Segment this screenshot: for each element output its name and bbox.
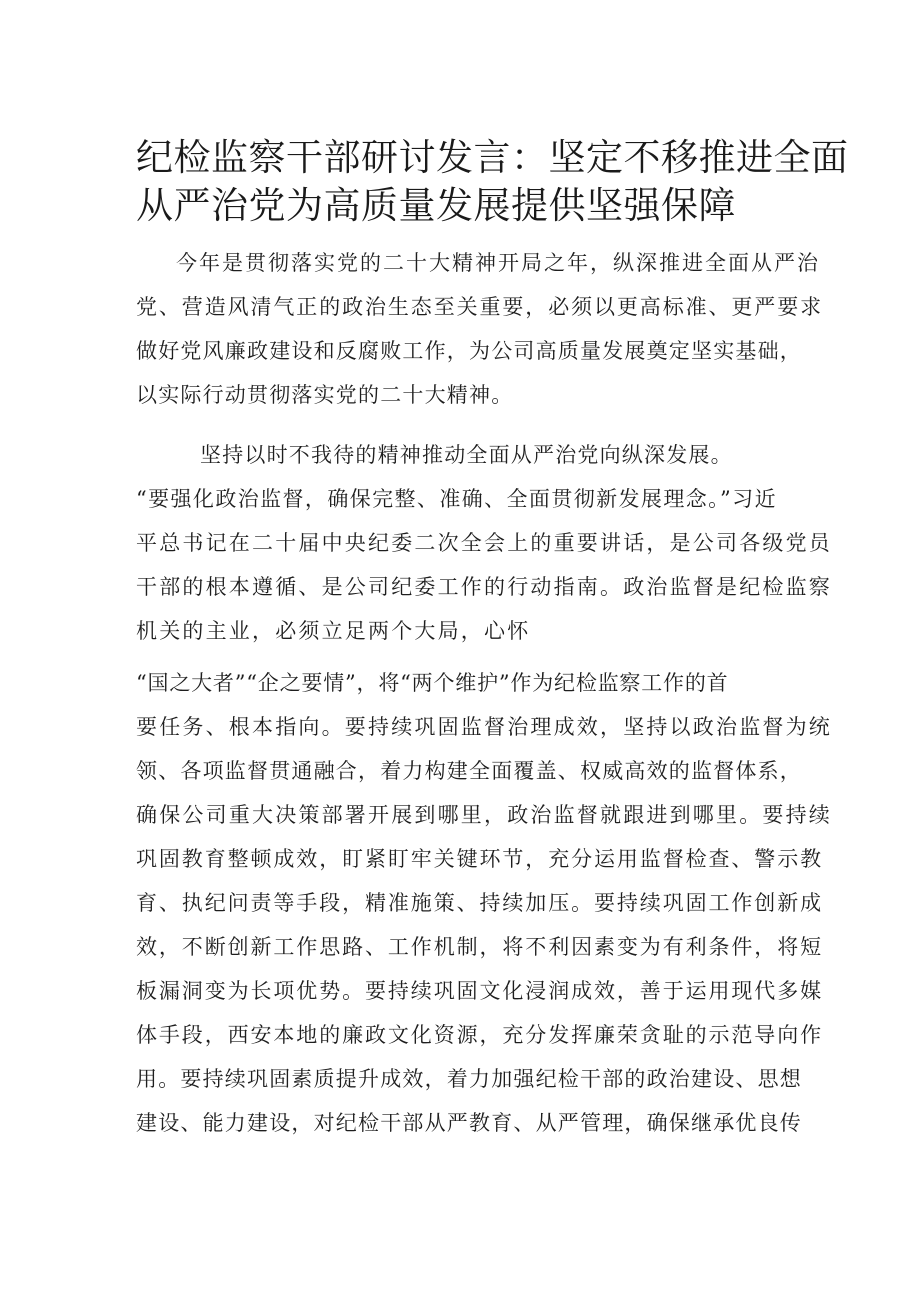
body-line: 用。要持续巩固素质提升成效，着力加强纪检干部的政治建设、思想 — [136, 1067, 802, 1091]
body-line: 平总书记在二十届中央纪委二次全会上的重要讲话，是公司各级党员 — [136, 531, 832, 555]
body-line: 党、营造风清气正的政治生态至关重要，必须以更高标准、更严要求 — [136, 295, 823, 319]
body-line: “国之大者”“企之要情”，将“两个维护”作为纪检监察工作的首 — [136, 671, 729, 695]
body-line: 做好党风廉政建设和反腐败工作，为公司高质量发展奠定坚实基础， — [136, 339, 802, 363]
body-line: 要任务、根本指向。要持续巩固监督治理成效，坚持以政治监督为统 — [136, 715, 832, 739]
body-line: 板漏洞变为长项优势。要持续巩固文化浸润成效，善于运用现代多媒 — [136, 979, 823, 1003]
body-line: 巩固教育整顿成效，盯紧盯牢关键环节，充分运用监督检查、警示教 — [136, 847, 823, 871]
body-line: 机关的主业，必须立足两个大局，心怀 — [136, 619, 531, 643]
body-line: 领、各项监督贯通融合，着力构建全面覆盖、权威高效的监督体系， — [136, 759, 802, 783]
document-title-line-2: 从严治党为高质量发展提供坚强保障 — [136, 184, 736, 227]
body-line: 今年是贯彻落实党的二十大精神开局之年，纵深推进全面从严治 — [176, 251, 820, 275]
body-line: “要强化政治监督，确保完整、准确、全面贯彻新发展理念。”习近 — [136, 487, 777, 511]
body-line: 干部的根本遵循、是公司纪委工作的行动指南。政治监督是纪检监察 — [136, 575, 832, 599]
section-heading: 坚持以时不我待的精神推动全面从严治党向纵深发展。 — [200, 443, 733, 467]
body-line: 以实际行动贯彻落实党的二十大精神。 — [136, 383, 514, 407]
document-title-line-1: 纪检监察干部研讨发言：坚定不移推进全面 — [136, 136, 849, 179]
body-line: 确保公司重大决策部署开展到哪里，政治监督就跟进到哪里。要持续 — [136, 803, 832, 827]
body-line: 效，不断创新工作思路、工作机制，将不利因素变为有利条件，将短 — [136, 935, 823, 959]
body-line: 育、执纪问责等手段，精准施策、持续加压。要持续巩固工作创新成 — [136, 891, 823, 915]
body-line: 体手段，西安本地的廉政文化资源，充分发挥廉荣贪耻的示范导向作 — [136, 1023, 823, 1047]
body-line: 建设、能力建设，对纪检干部从严教育、从严管理，确保继承优良传 — [136, 1111, 802, 1135]
